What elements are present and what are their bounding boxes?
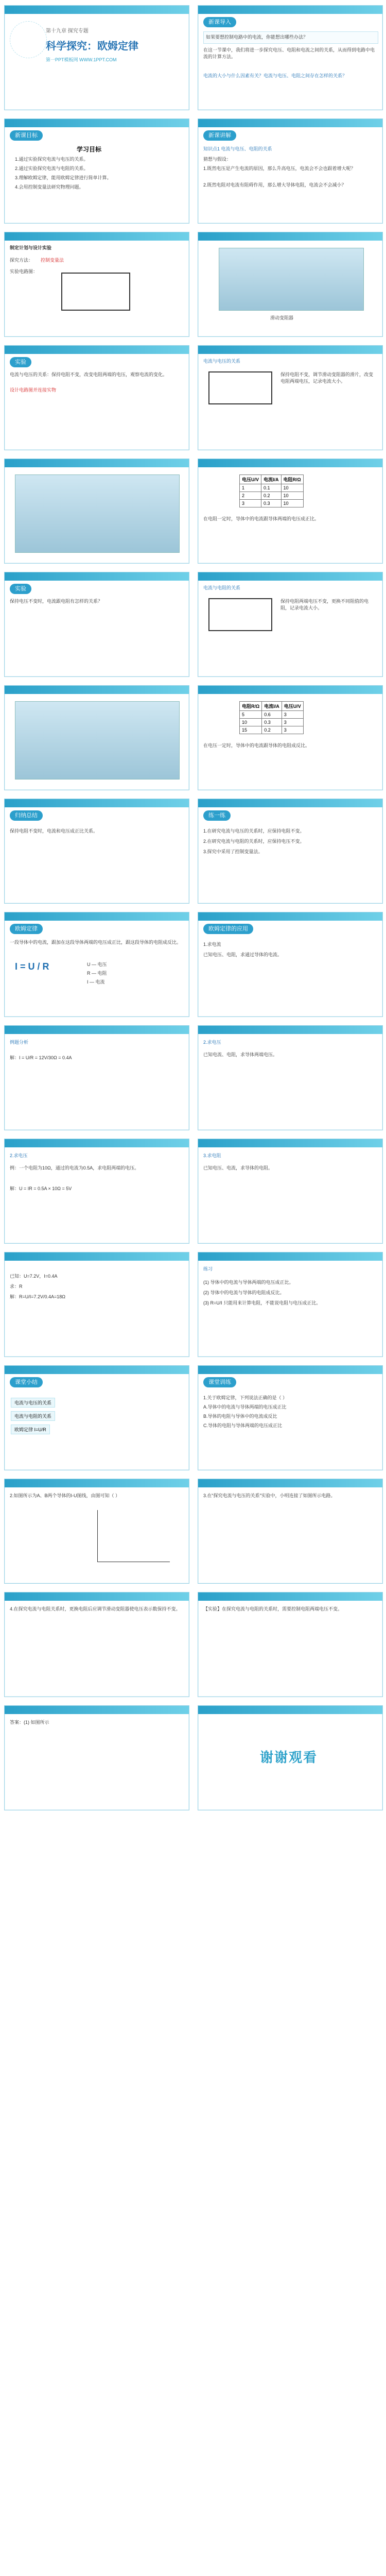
slide-topbar xyxy=(5,6,189,14)
badge-summary: 归纳总结 xyxy=(10,810,43,821)
exp-text: 保持电压不变时，电流跟电阻有怎样的关系？ xyxy=(10,599,103,604)
question-4: 4.在探究电流与电阻关系时，更换电阻后应调节滑动变阻器使电压表示数保持不变。 xyxy=(10,1606,181,1612)
hypothesis-2: 2.既然电阻对电流有阻碍作用，那么增大导体电阻，电流会不会减小？ xyxy=(203,182,346,188)
table-head: 电压U/V xyxy=(240,475,261,484)
table-head: 电阻R/Ω xyxy=(281,475,303,484)
slide-topbar xyxy=(5,1252,189,1261)
exercise-title: 练习 xyxy=(203,1266,213,1272)
slide-resistance-calc xyxy=(198,1139,383,1244)
badge-ohm: 欧姆定律 xyxy=(10,924,43,934)
slide-question-4 xyxy=(4,1592,189,1697)
slide-voltage-photo xyxy=(4,459,189,564)
exercise-item-3: (3) R=U/I 只能用来计算电阻，不能说电阻与电压成正比。 xyxy=(203,1300,321,1306)
resistance-conclusion: 在电压一定时，导体中的电流跟导体的电阻成反比。 xyxy=(203,743,310,748)
slide-relation-voltage xyxy=(198,345,383,450)
slide-resistance-table xyxy=(198,685,383,790)
graph-question: 2.如图所示为A、B两个导体的I-U图线，由图可知（ ） xyxy=(10,1493,120,1498)
slide-example xyxy=(4,1025,189,1130)
equipment-photo xyxy=(219,248,364,311)
voltage-table xyxy=(239,474,304,507)
training-a: A.导体中的电流与导体两端的电压成正比 xyxy=(203,1404,287,1410)
knowledge-title: 知识点1 电流与电压、电阻的关系 xyxy=(203,146,272,151)
resistance-text: 已知电压、电流，求导体的电阻。 xyxy=(203,1165,273,1171)
badge-exp: 实验 xyxy=(10,357,31,367)
table-cell: 0.1 xyxy=(261,484,282,492)
slide-ohm-law xyxy=(4,912,189,1017)
slide-topbar xyxy=(5,232,189,241)
badge-practice: 练一练 xyxy=(203,810,231,821)
table-cell: 3 xyxy=(282,711,303,719)
solution: 解：R=U/I=7.2V/0.4A=18Ω xyxy=(10,1294,66,1299)
slide-topbar xyxy=(5,346,189,354)
intro-question: 如果要想控制电路中的电流，你能想出哪些办法？ xyxy=(206,35,308,40)
training-q1: 1.关于欧姆定律，下列说法正确的是（ ） xyxy=(203,1395,288,1400)
table-cell: 5 xyxy=(240,711,262,719)
exercise-item-1: (1) 导体中的电流与导体两端的电压成正比。 xyxy=(203,1280,294,1285)
relation-header: 电流与电压的关系 xyxy=(203,359,241,364)
badge-knowledge: 新课讲解 xyxy=(203,130,236,141)
badge-application: 欧姆定律的应用 xyxy=(203,924,253,934)
slide-topbar xyxy=(5,119,189,127)
slide-voltage-table xyxy=(198,459,383,564)
table-cell: 0.2 xyxy=(262,726,282,734)
ohm-u: U — 电压 xyxy=(87,962,107,967)
slide-summary xyxy=(4,799,189,904)
ohm-formula: I = U / R xyxy=(15,961,49,972)
voltage-conclusion: 在电阻一定时，导体中的电流跟导体两端的电压成正比。 xyxy=(203,516,320,521)
voltage-example-answer: 解：U = IR = 0.5A × 10Ω = 5V xyxy=(10,1186,72,1191)
slide-topbar xyxy=(198,6,382,14)
exp-text: 电流与电压的关系：保持电阻不变，改变电阻两端的电压，观察电流的变化。 xyxy=(10,372,168,377)
slide-resistance-example xyxy=(4,1252,189,1357)
slide-topbar xyxy=(5,799,189,807)
table-cell: 3 xyxy=(282,719,303,726)
table-cell: 2 xyxy=(240,492,261,500)
plan-method-label: 探究方法： xyxy=(10,258,33,263)
table-head: 电压U/V xyxy=(282,702,303,711)
slide-exp-resistance xyxy=(4,572,189,677)
slide-topbar xyxy=(198,459,382,467)
table-cell: 10 xyxy=(281,500,303,507)
slide-thanks xyxy=(198,1705,383,1810)
training-c: C.导体的电阻与导体两端的电压成正比 xyxy=(203,1423,283,1428)
summary-chip: 电流与电压的关系 xyxy=(11,1398,55,1408)
thanks-text: 谢谢观看 xyxy=(260,1750,318,1765)
slide-exercise xyxy=(198,1252,383,1357)
table-cell: 0.3 xyxy=(261,500,282,507)
slide-topbar xyxy=(5,1479,189,1487)
voltage-text: 已知电流、电阻，求导体两端电压。 xyxy=(203,1052,278,1057)
hypothesis-label: 猜想与假设： xyxy=(203,157,232,162)
slide-topbar xyxy=(5,459,189,467)
application-text: 已知电压、电阻，求通过导体的电流。 xyxy=(203,952,283,957)
relation-header: 电流与电阻的关系 xyxy=(203,585,241,590)
slide-class-summary xyxy=(4,1365,189,1470)
relation-text: 保持电阻两端电压不变，更换不同阻值的电阻，记录电流大小。 xyxy=(280,599,369,611)
slide-topbar xyxy=(198,912,382,921)
badge-exp: 实验 xyxy=(10,584,31,594)
voltage-example-text: 例：一个电阻为10Ω，通过的电流为0.5A，求电阻两端的电压。 xyxy=(10,1165,139,1171)
table-cell: 10 xyxy=(240,719,262,726)
training-b: B.导体的电阻与导体中的电流成反比 xyxy=(203,1414,277,1419)
slide-topbar xyxy=(198,799,382,807)
slide-topbar xyxy=(5,1139,189,1147)
main-title: 科学探究：欧姆定律 xyxy=(46,41,138,52)
slide-topbar xyxy=(198,1252,382,1261)
site-url: 第一PPT模板网 WWW.1PPT.COM xyxy=(46,57,117,62)
slide-equipment xyxy=(198,232,383,337)
table-cell: 1 xyxy=(240,484,261,492)
slide-topbar xyxy=(5,572,189,581)
table-head: 电流I/A xyxy=(261,475,282,484)
slide-topbar xyxy=(198,1479,382,1487)
exercise-item-2: (2) 导体中的电流与导体的电阻成反比。 xyxy=(203,1290,285,1295)
slide-voltage-calc xyxy=(198,1025,383,1130)
ohm-r: R — 电阻 xyxy=(87,971,107,976)
table-cell: 0.2 xyxy=(261,492,282,500)
experiment-question: 3.在“探究电流与电压的关系”实验中，小明连接了如图所示电路。 xyxy=(203,1493,336,1498)
example-title: 例题分析 xyxy=(10,1040,29,1045)
table-cell: 0.6 xyxy=(262,711,282,719)
slide-topbar xyxy=(5,912,189,921)
table-cell: 10 xyxy=(281,484,303,492)
slide-resistance-photo xyxy=(4,685,189,790)
slide-relation-resistance xyxy=(198,572,383,677)
badge-goals: 新课目标 xyxy=(10,130,43,141)
practice-item-3: 3.探究中采用了控制变量法。 xyxy=(203,849,263,854)
slide-topbar xyxy=(5,1026,189,1034)
voltage-example-title: 2.求电压 xyxy=(10,1153,28,1158)
graph-axes xyxy=(97,1510,170,1562)
intro-question-box xyxy=(203,31,378,44)
slide-class-training xyxy=(198,1365,383,1470)
ohm-definition: 一段导体中的电流，跟加在这段导体两端的电压成正比，跟这段导体的电阻成反比。 xyxy=(10,940,182,945)
badge-class-training: 课堂训练 xyxy=(203,1377,236,1387)
table-head: 电阻R/Ω xyxy=(240,702,262,711)
plan-method: 控制变量法 xyxy=(41,258,64,263)
example-formula: 解：I = U/R = 12V/30Ω = 0.4A xyxy=(10,1055,72,1060)
answer-text: 答案：(1) 如图所示 xyxy=(10,1720,49,1725)
slide-ohm-application xyxy=(198,912,383,1017)
slide-cover xyxy=(4,5,189,110)
slide-topbar xyxy=(5,1592,189,1601)
slide-topbar xyxy=(5,686,189,694)
table-cell: 10 xyxy=(281,492,303,500)
experiment-photo xyxy=(15,701,180,779)
table-cell: 0.3 xyxy=(262,719,282,726)
intro-text-2: 电流的大小与什么因素有关？电流与电压、电阻之间存在怎样的关系？ xyxy=(203,73,347,78)
slide-topbar xyxy=(198,1592,382,1601)
goals-item-1: 1.通过实验探究电流与电压的关系。 xyxy=(15,157,89,162)
find: 求：R xyxy=(10,1284,23,1289)
circuit-diagram xyxy=(208,598,272,631)
slide-topbar xyxy=(198,119,382,127)
relation-text: 保持电阻不变，调节滑动变阻器的滑片，改变电阻两端电压，记录电流大小。 xyxy=(280,372,374,384)
slide-graph-question xyxy=(4,1479,189,1584)
summary-chip: 电流与电阻的关系 xyxy=(11,1411,55,1421)
slide-answer xyxy=(4,1705,189,1810)
slide-goals xyxy=(4,118,189,224)
goals-item-3: 3.理解欧姆定律，能用欧姆定律进行简单计算。 xyxy=(15,175,112,180)
summary-text: 保持电阻不变时，电流和电压成正比关系。 xyxy=(10,828,98,834)
resistance-title: 3.求电阻 xyxy=(203,1153,221,1158)
slide-intro xyxy=(198,5,383,110)
badge-class-summary: 课堂小结 xyxy=(10,1377,43,1387)
slide-experiment-note xyxy=(198,1592,383,1697)
slide-experiment-question xyxy=(198,1479,383,1584)
exp-red: 设计电路图并连接实物 xyxy=(10,387,57,393)
slide-topbar xyxy=(198,1706,382,1714)
given: 已知：U=7.2V，I=0.4A xyxy=(10,1274,58,1279)
dandelion-decoration xyxy=(10,21,47,58)
table-cell: 3 xyxy=(282,726,303,734)
resistance-table xyxy=(239,701,304,734)
slide-topbar xyxy=(198,1026,382,1034)
goals-item-4: 4.会用控制变量法研究物理问题。 xyxy=(15,184,84,190)
table-head: 电流I/A xyxy=(262,702,282,711)
experiment-note: 【实验】在探究电流与电阻的关系时，需要控制电阻两端电压不变。 xyxy=(203,1606,343,1612)
practice-item-1: 1.在研究电流与电压的关系时，应保持电阻不变。 xyxy=(203,828,305,834)
hypothesis-1: 1.既然电压是产生电流的原因，那么升高电压，电流会不会也跟着增大呢？ xyxy=(203,166,356,171)
application-sub: 1.求电流 xyxy=(203,942,221,947)
slide-topbar xyxy=(198,232,382,241)
slide-topbar xyxy=(5,1706,189,1714)
table-cell: 3 xyxy=(240,500,261,507)
plan-title: 制定计划与设计实验 xyxy=(10,245,52,250)
table-cell: 15 xyxy=(240,726,262,734)
slide-topbar xyxy=(198,346,382,354)
circuit-diagram xyxy=(208,371,272,404)
circuit-diagram xyxy=(61,273,130,311)
goals-title: 学习目标 xyxy=(77,146,102,153)
slide-topbar xyxy=(198,1366,382,1374)
goals-item-2: 2.通过实验探究电流与电阻的关系。 xyxy=(15,166,89,171)
voltage-title: 2.求电压 xyxy=(203,1040,221,1045)
slide-plan xyxy=(4,232,189,337)
summary-chip: 欧姆定律 I=U/R xyxy=(11,1425,50,1434)
rheostat-caption: 滑动变阻器 xyxy=(270,315,294,320)
practice-item-2: 2.在研究电流与电阻的关系时，应保持电压不变。 xyxy=(203,839,305,844)
slide-voltage-example xyxy=(4,1139,189,1244)
experiment-photo xyxy=(15,474,180,553)
intro-text-1: 在这一节课中，我们将进一步探究电压、电阻和电流之间的关系，从而得到电路中电流的计算方法。 xyxy=(203,47,375,59)
slide-practice xyxy=(198,799,383,904)
slide-knowledge xyxy=(198,118,383,224)
slide-topbar xyxy=(198,1139,382,1147)
slide-topbar xyxy=(5,1366,189,1374)
slide-topbar xyxy=(198,686,382,694)
chapter-label: 第十九章 探究专题 xyxy=(46,28,89,34)
ohm-i: I — 电流 xyxy=(87,979,105,985)
slide-exp-voltage xyxy=(4,345,189,450)
slide-topbar xyxy=(198,572,382,581)
plan-circuit-label: 实验电路图： xyxy=(10,269,38,274)
badge-intro: 新课导入 xyxy=(203,17,236,27)
